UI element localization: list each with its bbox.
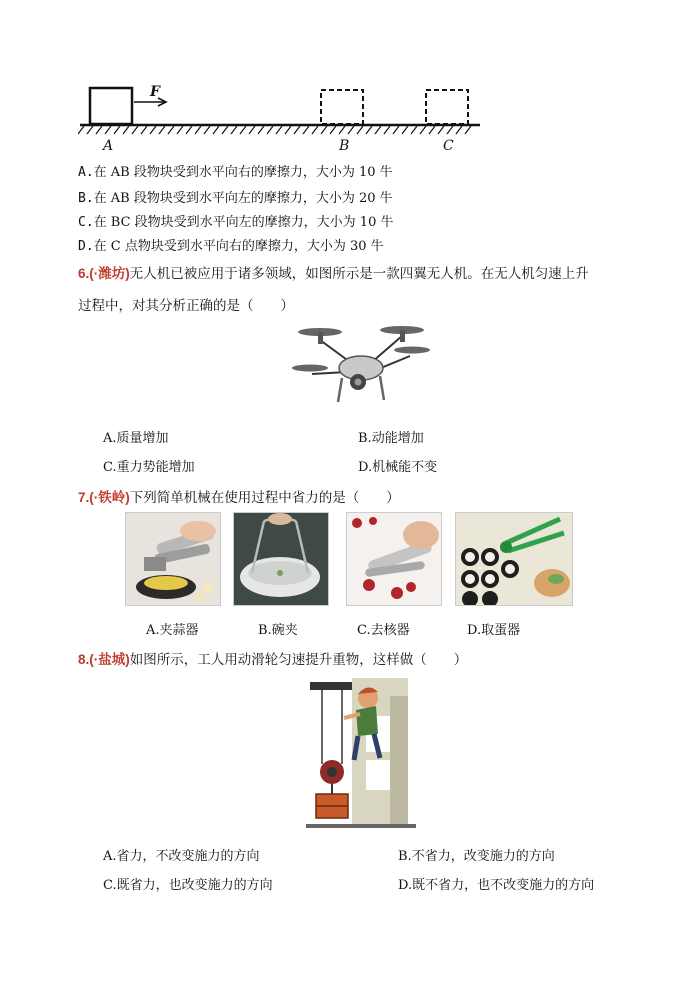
ground-hatch-mark bbox=[249, 126, 255, 134]
ground-hatch-mark bbox=[168, 126, 174, 134]
ground-hatch-mark bbox=[393, 126, 399, 134]
q8-stem: 8.(·盐城)如图所示，工人用动滑轮匀速提升重物，这样做（ ） bbox=[78, 652, 468, 668]
point-c-label: C bbox=[443, 138, 454, 154]
ground-hatch-mark bbox=[411, 126, 417, 134]
ground-hatch-mark bbox=[159, 126, 165, 134]
point-a-label: A bbox=[103, 138, 114, 154]
ground-hatch-mark bbox=[87, 126, 93, 134]
bowl-clip-photo bbox=[233, 512, 329, 606]
q6-number: 6. bbox=[78, 266, 90, 281]
ground-hatch-mark bbox=[465, 126, 471, 134]
ground-hatch-mark bbox=[384, 126, 390, 134]
q7-caption-c: C.去核器 bbox=[357, 623, 410, 638]
q8-option-d: D.既不省力，也不改变施力的方向 bbox=[398, 878, 595, 893]
ground-hatch-mark bbox=[348, 126, 354, 134]
ground-hatch-mark bbox=[429, 126, 435, 134]
q5-option-d: D.在 C 点物块受到水平向右的摩擦力，大小为 30 牛 bbox=[78, 239, 384, 254]
ground-hatch-mark bbox=[357, 126, 363, 134]
q6-option-a: A.质量增加 bbox=[103, 431, 169, 446]
ground-hatch-mark bbox=[285, 126, 291, 134]
ground-hatch-mark bbox=[231, 126, 237, 134]
q8-source: (·盐城) bbox=[89, 652, 130, 667]
ground-hatch-mark bbox=[105, 126, 111, 134]
q7-source: (·铁岭) bbox=[89, 490, 130, 505]
ground-hatch-mark bbox=[447, 126, 453, 134]
ground-hatch-mark bbox=[456, 126, 462, 134]
q7-caption-d: D.取蛋器 bbox=[467, 623, 521, 638]
ground-hatch-mark bbox=[114, 126, 120, 134]
dashed-block-c bbox=[426, 90, 468, 124]
q7-stem: 7.(·铁岭)下列简单机械在使用过程中省力的是（ ） bbox=[78, 490, 400, 506]
q7-caption-b: B.碗夹 bbox=[258, 623, 298, 638]
q6-option-b: B.动能增加 bbox=[358, 431, 424, 446]
q8-option-a: A.省力，不改变施力的方向 bbox=[103, 849, 260, 864]
q7-number: 7. bbox=[78, 490, 90, 505]
ground-hatch-mark bbox=[240, 126, 246, 134]
q6-source: (·潍坊) bbox=[89, 266, 130, 281]
ground-hatch-mark bbox=[195, 126, 201, 134]
ground-hatch-mark bbox=[123, 126, 129, 134]
pulley-worker-image bbox=[306, 676, 416, 830]
ground-hatch-mark bbox=[339, 126, 345, 134]
q8-number: 8. bbox=[78, 652, 90, 667]
ground-hatch-mark bbox=[213, 126, 219, 134]
solid-block bbox=[90, 88, 132, 124]
ground-hatch-mark bbox=[330, 126, 336, 134]
ground-hatch-mark bbox=[276, 126, 282, 134]
ground-hatch-mark bbox=[312, 126, 318, 134]
q8-option-b: B.不省力，改变施力的方向 bbox=[398, 849, 555, 864]
block-motion-figure bbox=[78, 82, 488, 154]
drone-image bbox=[292, 316, 430, 408]
ground-hatch-mark bbox=[366, 126, 372, 134]
q6-option-c: C.重力势能增加 bbox=[103, 460, 195, 475]
point-b-label: B bbox=[339, 138, 350, 154]
q5-option-a: A.在 AB 段物块受到水平向右的摩擦力，大小为 10 牛 bbox=[78, 165, 393, 180]
ground-hatch-mark bbox=[177, 126, 183, 134]
ground-hatch-mark bbox=[420, 126, 426, 134]
egg-tongs-photo bbox=[455, 512, 573, 606]
ground-hatch-mark bbox=[303, 126, 309, 134]
ground-hatch-mark bbox=[402, 126, 408, 134]
ground-hatch-mark bbox=[222, 126, 228, 134]
ground-hatch-mark bbox=[267, 126, 273, 134]
ground-hatch-mark bbox=[150, 126, 156, 134]
ground-hatch-mark bbox=[438, 126, 444, 134]
force-label: F bbox=[150, 84, 160, 100]
ground-hatch-mark bbox=[204, 126, 210, 134]
q6-stem-line2: 过程中，对其分析正确的是（ ） bbox=[78, 298, 294, 314]
q8-option-c: C.既省力，也改变施力的方向 bbox=[103, 878, 273, 893]
dashed-block-b bbox=[321, 90, 363, 124]
garlic-press-photo bbox=[125, 512, 221, 606]
ground-hatch-mark bbox=[96, 126, 102, 134]
ground-hatch-mark bbox=[132, 126, 138, 134]
ground-hatch-mark bbox=[294, 126, 300, 134]
pitter-photo bbox=[346, 512, 442, 606]
q6-stem-line1: 6.(·潍坊)无人机已被应用于诸多领域，如图所示是一款四翼无人机。在无人机匀速上升 bbox=[78, 266, 589, 282]
ground-hatch-mark bbox=[375, 126, 381, 134]
q7-caption-a: A.夹蒜器 bbox=[146, 623, 199, 638]
ground-hatch-mark bbox=[258, 126, 264, 134]
q5-option-b: B.在 AB 段物块受到水平向左的摩擦力，大小为 20 牛 bbox=[78, 191, 393, 206]
ground-hatch-mark bbox=[186, 126, 192, 134]
ground-hatch-mark bbox=[321, 126, 327, 134]
ground-hatch-mark bbox=[141, 126, 147, 134]
q6-option-d: D.机械能不变 bbox=[358, 460, 438, 475]
q5-option-c: C.在 BC 段物块受到水平向左的摩擦力，大小为 10 牛 bbox=[78, 215, 394, 230]
ground-hatch-mark bbox=[78, 126, 84, 134]
